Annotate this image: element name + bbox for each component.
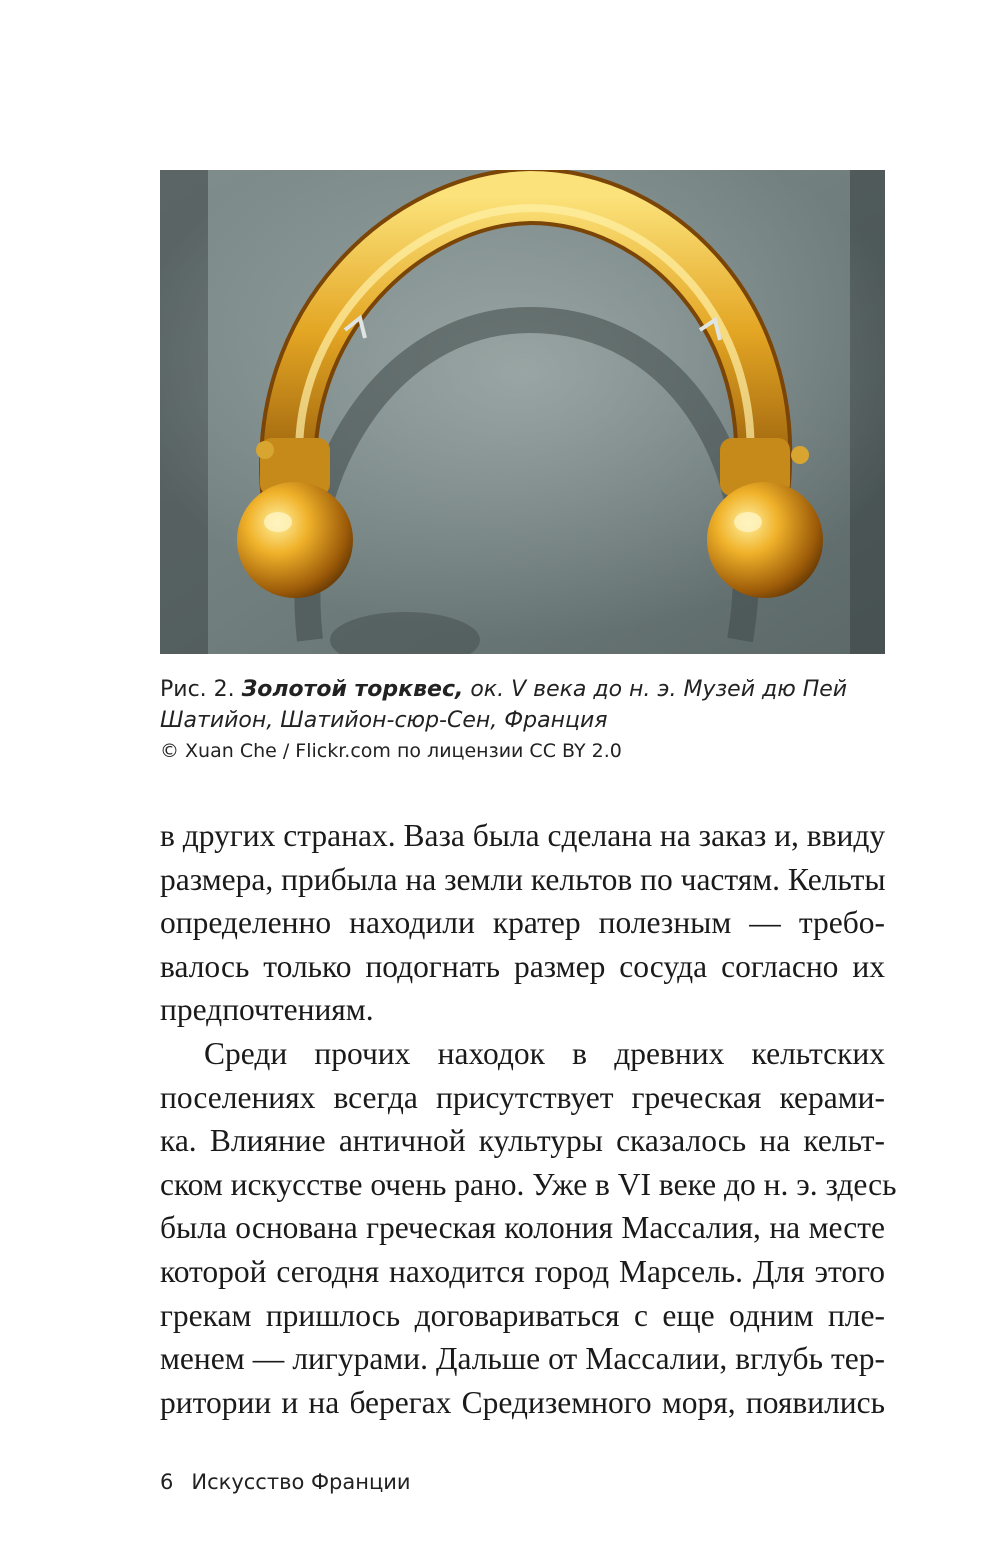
text-line: размера, прибыла на земли кельтов по частям. Кельты: [160, 861, 886, 897]
caption-title: Золотой торквес,: [241, 677, 464, 702]
text-line: предпочтениям.: [160, 992, 374, 1028]
caption-line-1: [160, 674, 900, 705]
figure-caption: [160, 674, 900, 766]
torc-photo: [160, 170, 885, 654]
text-line: грекам пришлось договариваться с еще одним пле-: [160, 1297, 885, 1333]
torc-illustration: [160, 170, 885, 654]
text-line: ка. Влияние античной культуры сказалось на кельт-: [160, 1123, 885, 1159]
running-title: Искусство Франции: [191, 1470, 411, 1494]
text-line: ритории и на берегах Средиземного моря, появились: [160, 1384, 885, 1420]
text-line: которой сегодня находится город Марсель. Для этого: [160, 1253, 885, 1289]
text-line: была основана греческая колония Массалия, на месте: [160, 1210, 885, 1246]
text-line: ском искусстве очень рано. Уже в VI веке до н. э. здесь: [160, 1166, 897, 1202]
text-line: менем — лигурами. Дальше от Массалии, вглубь тер-: [160, 1341, 885, 1377]
page-footer: [160, 1470, 411, 1494]
caption-line-2: Шатийон, Шатийон-сюр-Сен, Франция: [160, 708, 608, 733]
body-text: [160, 814, 897, 1424]
caption-prefix: Рис. 2.: [160, 677, 242, 702]
text-line: определенно находили кратер полезным — требо-: [160, 905, 885, 941]
text-line: валось только подогнать размер сосуда согласно их: [160, 948, 885, 984]
text-line: Среди прочих находок в древних кельтских: [204, 1035, 885, 1071]
page-number: 6: [160, 1470, 174, 1494]
caption-details: ок. V века до н. э. Музей дю Пей: [463, 677, 848, 702]
text-line: поселениях всегда присутствует греческая керами-: [160, 1079, 885, 1115]
text-line: в других странах. Ваза была сделана на заказ и, ввиду: [160, 818, 886, 853]
caption-credit: © Xuan Che / Flickr.com по лицензии CC BY 2.0: [160, 740, 622, 762]
